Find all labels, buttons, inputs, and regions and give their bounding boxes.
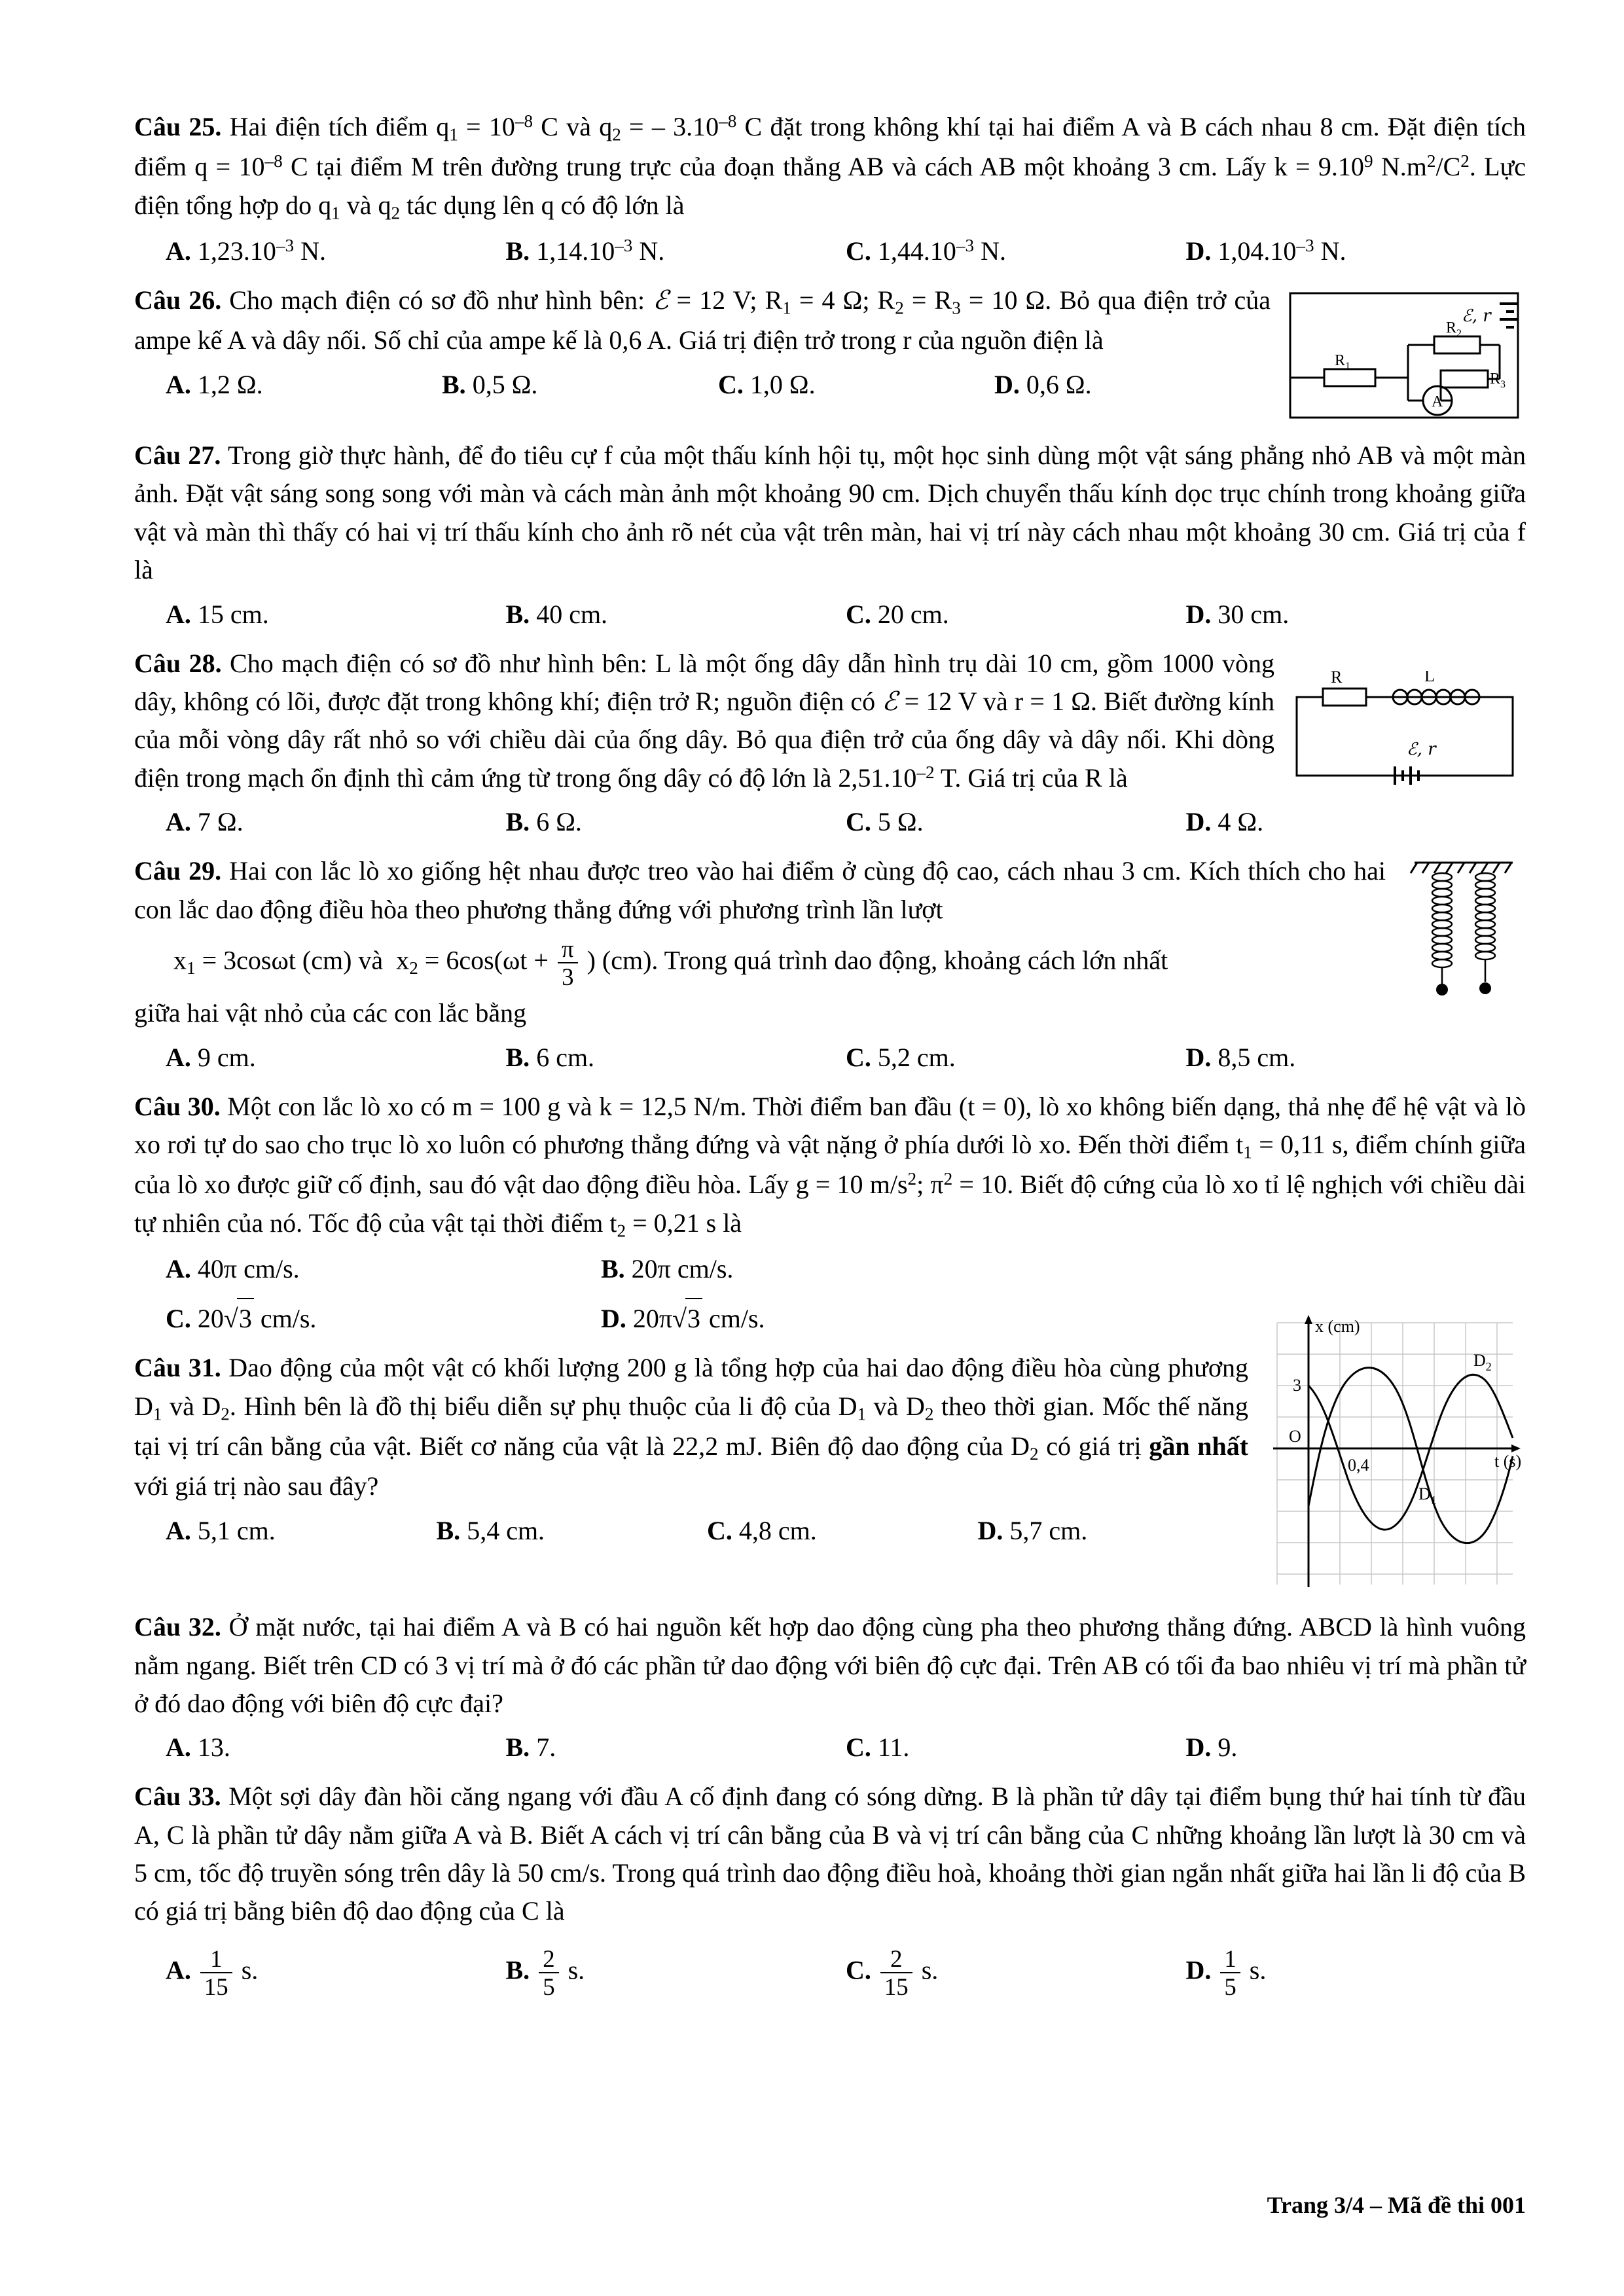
- svg-text:R: R: [1331, 670, 1343, 687]
- option-b[interactable]: B. 6 cm.: [505, 1042, 595, 1072]
- svg-text:D2: $D_2$: [1473, 1351, 1492, 1374]
- question-26: [134, 281, 1526, 426]
- option-b[interactable]: B. 7.: [505, 1732, 556, 1763]
- question-29-body: Hai con lắc lò xo giống hệt nhau được treo vào hai điểm ở cùng độ cao, cách nhau 3 cm. Kích thích cho hai con lắc dao động điều hòa theo phương thẳng đứng với phương trình lần lượt: [134, 856, 1386, 924]
- option-d[interactable]: D. 4 Ω.: [1185, 807, 1264, 837]
- option-d[interactable]: D. 0,6 Ω.: [994, 369, 1092, 399]
- option-a[interactable]: A. 15 cm.: [166, 599, 269, 629]
- question-33-options: [134, 1945, 1526, 2000]
- option-c[interactable]: C. 5 Ω.: [846, 807, 924, 837]
- question-25-options: [134, 232, 1526, 271]
- question-27: [134, 437, 1526, 634]
- svg-text:0,4: 0,4: [1348, 1456, 1369, 1475]
- question-33-label: Câu 33.: [134, 1782, 221, 1812]
- svg-text:R3: $R_3$: [1490, 370, 1506, 391]
- question-33: [134, 1778, 1526, 2000]
- svg-text:t (s): t (s): [1494, 1452, 1522, 1471]
- question-32: [134, 1608, 1526, 1767]
- option-a[interactable]: A. $1,23.10^{-3}$ N.: [166, 235, 326, 266]
- question-33-text: [134, 1778, 1526, 1931]
- question-32-body: Ở mặt nước, tại hai điểm A và B có hai nguồn kết hợp dao động cùng pha theo phương thẳng đứng. ABCD là hình vuông nằm ngang. Biết trên CD có 3 vị trí mà ở đó các phần tử dao động với biên độ cực đại. Trên AB có tối đa bao nhiêu vị trí mà phần tử ở đó dao động với biên độ cực đại?: [134, 1612, 1526, 1718]
- question-31-options: [134, 1511, 1248, 1551]
- svg-text:A: A: [1432, 393, 1443, 411]
- question-29-options: [134, 1038, 1526, 1077]
- question-31-text: Câu 31. Dao động của một vật có khối lượng 200 g là tổng hợp của hai dao động điều hòa cùng phương $D_1$ và $D_2$. Hình bên là đồ thị biểu diễn sự phụ thuộc của li độ của $D_1$ và $D_2$ theo thời gian. Mốc thế năng tại vị trí cân bằng của vật. Biết cơ năng của vật là 22,2 mJ. Biên độ dao động của $D_2$ có giá trị gần nhất với giá trị nào sau đây?: [134, 1353, 1249, 1501]
- svg-text:D1: $D_1$: [1418, 1484, 1437, 1507]
- option-c[interactable]: C. $\frac{2}{15}$ s.: [846, 1945, 939, 2001]
- svg-text:ℰ, r: ℰ, r: [1407, 739, 1436, 759]
- option-d[interactable]: D. 30 cm.: [1185, 599, 1290, 629]
- question-33-body: Một sợi dây đàn hồi căng ngang với đầu A cố định đang có sóng dừng. B là phần tử dây tại điểm bụng thứ hai tính từ đầu A, C là phần tử dây nằm giữa A và B. Biết A cách vị trí cân bằng của B và vị trí cân bằng của C những khoảng lần lượt là 30 cm và 5 cm, tốc độ truyền sóng trên dây là 50 cm/s. Trong quá trình dao động điều hoà, khoảng thời gian ngắn nhất giữa hai lần li độ của B có giá trị bằng biên độ dao động của C là: [134, 1782, 1526, 1926]
- option-d[interactable]: D. 9.: [1185, 1732, 1238, 1763]
- option-b[interactable]: B. 0,5 Ω.: [442, 369, 538, 399]
- option-c[interactable]: C. 4,8 cm.: [707, 1515, 817, 1545]
- option-c[interactable]: C. 1,0 Ω.: [718, 369, 816, 399]
- option-d[interactable]: D. 5,7 cm.: [977, 1515, 1088, 1545]
- option-b[interactable]: B. $\frac{2}{5}$ s.: [505, 1945, 585, 2001]
- svg-text:O: O: [1289, 1427, 1301, 1446]
- option-a[interactable]: A. $\frac{1}{15}$ s.: [166, 1945, 259, 2001]
- page-footer: [1267, 2191, 1526, 2219]
- option-d[interactable]: D. $1,04.10^{-3}$ N.: [1185, 235, 1346, 266]
- question-26-label: Câu 26.: [134, 285, 222, 315]
- option-d[interactable]: D. 20π√3 cm/s.: [601, 1298, 1036, 1338]
- question-27-text: [134, 437, 1526, 590]
- option-b[interactable]: B. $1,14.10^{-3}$ N.: [505, 235, 665, 266]
- circuit-figure-28: [1290, 671, 1526, 795]
- question-32-label: Câu 32.: [134, 1612, 221, 1642]
- option-b[interactable]: B. 40 cm.: [505, 599, 608, 629]
- option-c[interactable]: C. 20 cm.: [846, 599, 949, 629]
- question-26-options: [134, 365, 1271, 404]
- svg-text:x (cm): x (cm): [1315, 1317, 1360, 1336]
- question-32-text: [134, 1608, 1526, 1723]
- svg-text:L: L: [1424, 670, 1435, 685]
- question-29-body-after: giữa hai vật nhỏ của các con lắc bằng: [134, 998, 527, 1028]
- page-footer-text: Trang 3/4 – Mã đề thi 001: [1267, 2192, 1526, 2218]
- option-a[interactable]: A. 40π cm/s.: [166, 1254, 300, 1284]
- option-a[interactable]: A. 1,2 Ω.: [166, 369, 263, 399]
- option-a[interactable]: A. 5,1 cm.: [166, 1515, 276, 1545]
- question-28-label: Câu 28.: [134, 648, 222, 678]
- question-27-options: [134, 595, 1526, 634]
- option-b[interactable]: B. 20π cm/s.: [600, 1254, 734, 1284]
- svg-text:R1: $R_1$: [1335, 352, 1351, 372]
- question-27-body: Trong giờ thực hành, để đo tiêu cự f của một thấu kính hội tụ, một học sinh dùng một vật sáng phẳng nhỏ AB và một màn ảnh. Đặt vật sáng song song với màn và cách màn ảnh một khoảng 90 cm. Dịch chuyển thấu kính dọc trục chính trong khoảng giữa vật và màn thì thấy có hai vị trí thấu kính cho ảnh rõ nét của vật trên màn, hai vị trí này cách nhau một khoảng 30 cm. Giá trị của f là: [134, 440, 1526, 585]
- question-28-text: Câu 28. Cho mạch điện có sơ đồ như hình bên: L là một ống dây dẫn hình trụ dài 10 cm, gồm 1000 vòng dây, không có lõi, được đặt trong không khí; điện trở R; nguồn điện có ℰ = 12 V và r = 1 Ω. Biết đường kính của mỗi vòng dây rất nhỏ so với chiều dài của ống dây. Bỏ qua điện trở của ống dây và dây nối. Khi dòng điện trong mạch ổn định thì cảm ứng từ trong ống dây có độ lớn là $2,51.10^{-2}$ T. Giá trị của R là: [134, 648, 1274, 793]
- svg-text:ℰ, r: ℰ, r: [1462, 306, 1491, 327]
- option-d[interactable]: D. 8,5 cm.: [1185, 1042, 1296, 1072]
- pendulums-figure-29: [1401, 853, 1526, 1017]
- question-27-label: Câu 27.: [134, 440, 221, 471]
- question-30: [134, 1088, 1526, 1338]
- question-30-text: Câu 30. Một con lắc lò xo có m = 100 g và k = 12,5 N/m. Thời điểm ban đầu (t = 0), lò xo không biến dạng, thả nhẹ để hệ vật và lò xo rơi tự do sao cho trục lò xo luôn có phương thẳng đứng và vật nặng ở phía dưới lò xo. Đến thời điểm $t_1 = 0,11$ s, điểm chính giữa của lò xo được giữ cố định, sau đó vật dao động điều hòa. Lấy g = 10 $m/s^2$; $\pi^2 = 10$. Biết độ cứng của lò xo tỉ lệ nghịch với chiều dài tự nhiên của nó. Tốc độ của vật tại thời điểm $t_2 = 0,21$ s là: [134, 1091, 1526, 1241]
- emphasis-gan-nhat: gần nhất: [1149, 1431, 1249, 1461]
- question-25: [134, 108, 1526, 271]
- option-c[interactable]: C. 5,2 cm.: [846, 1042, 956, 1072]
- option-c[interactable]: C. 20√3 cm/s.: [166, 1298, 601, 1338]
- question-32-options: [134, 1728, 1526, 1767]
- option-a[interactable]: A. 9 cm.: [166, 1042, 256, 1072]
- option-a[interactable]: A. 7 Ω.: [166, 807, 244, 837]
- question-30-label: Câu 30.: [134, 1091, 221, 1121]
- graph-figure-31: [1264, 1310, 1526, 1598]
- question-29-formula: $x_1 = 3\cos\omega t$ (cm) và $x_2 = 6\cos(\omega t$ + $\frac{\pi}{3}$ ) (cm). Trong quá trình dao động, khoảng cách lớn nhất: [173, 935, 1168, 991]
- option-c[interactable]: C. 11.: [846, 1732, 910, 1763]
- question-30-options-row1: [134, 1249, 1526, 1289]
- question-29-label: Câu 29.: [134, 856, 222, 886]
- option-c[interactable]: C. $1,44.10^{-3}$ N.: [846, 235, 1006, 266]
- question-29: [134, 852, 1526, 1077]
- svg-text:3: 3: [1293, 1376, 1301, 1395]
- question-28: [134, 645, 1526, 842]
- circuit-figure-26: [1284, 285, 1526, 426]
- question-28-options: [134, 802, 1526, 842]
- option-d[interactable]: D. $\frac{1}{5}$ s.: [1185, 1945, 1267, 2001]
- option-a[interactable]: A. 13.: [166, 1732, 230, 1763]
- question-26-text: Câu 26. Cho mạch điện có sơ đồ như hình bên: ℰ = 12 V; $R_1 = 4$ Ω; $R_2 = R_3 = 10$ Ω. Bỏ qua điện trở của ampe kế A và dây nối. Số chỉ của ampe kế là 0,6 A. Giá trị điện trở trong r của nguồn điện là: [134, 285, 1271, 355]
- option-b[interactable]: B. 6 Ω.: [505, 807, 582, 837]
- question-25-label: Câu 25.: [134, 112, 222, 141]
- svg-text:R2: $R_2$: [1446, 319, 1462, 340]
- question-29-text: [134, 852, 1526, 929]
- question-31-label: Câu 31.: [134, 1353, 221, 1383]
- option-b[interactable]: B. 5,4 cm.: [436, 1515, 545, 1545]
- question-25-text: Câu 25. Hai điện tích điểm $q_1 = 10^{-8}$ C và $q_2$ = – $3.10^{-8}$ C đặt trong không khí tại hai điểm A và B cách nhau 8 cm. Đặt điện tích điểm $q = 10^{-8}$ C tại điểm M trên đường trung trực của đoạn thẳng AB và cách AB một khoảng 3 cm. Lấy $k = 9.10^9$ $N.m^2/C^2$. Lực điện tổng hợp do $q_1$ và $q_2$ tác dụng lên q có độ lớn là: [134, 111, 1526, 223]
